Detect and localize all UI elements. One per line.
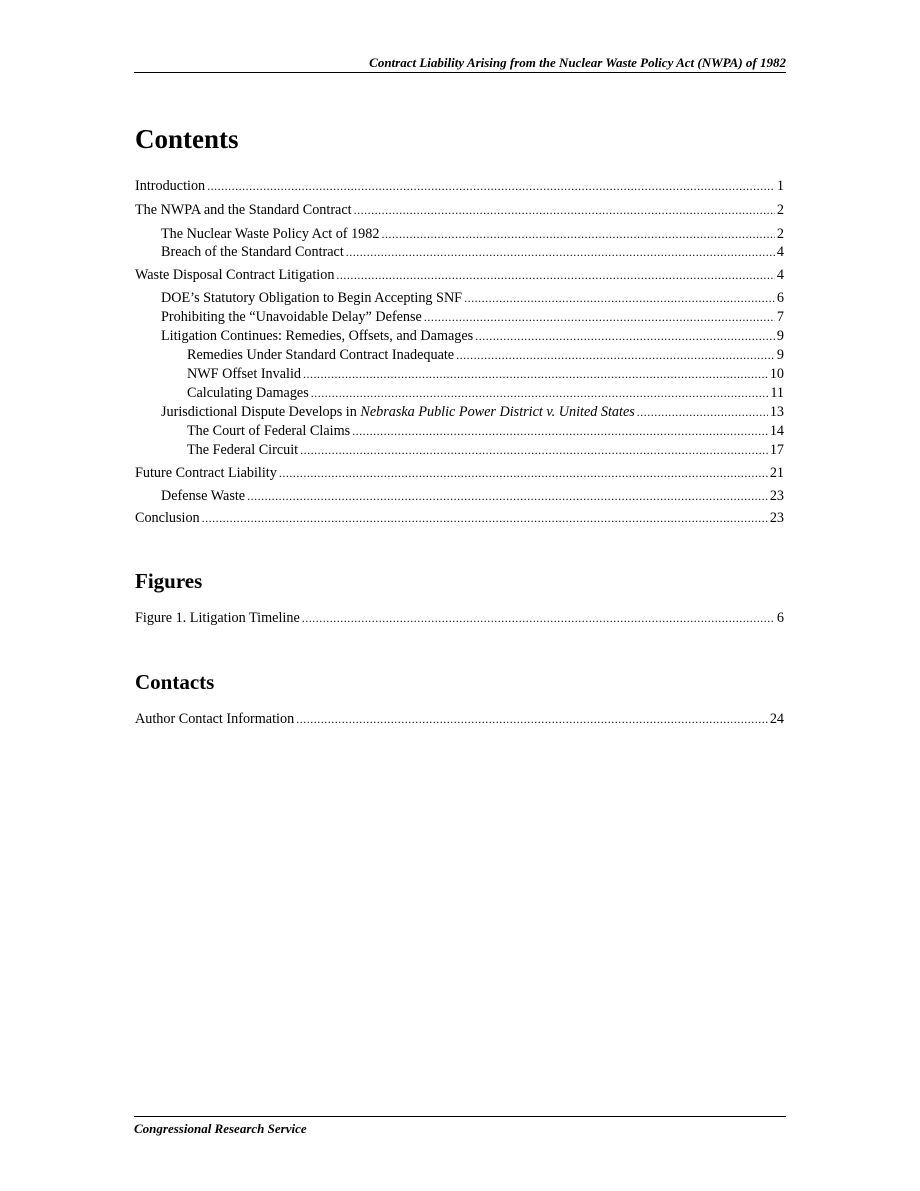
toc-entry-calculating-damages[interactable] [187,384,784,402]
footer-organization: Congressional Research Service [134,1121,307,1136]
running-header-title: Contract Liability Arising from the Nuclear Waste Policy Act (NWPA) of 1982 [369,55,786,70]
figure-entry-litigation-timeline[interactable] [135,609,784,627]
toc-entry-title: Calculating Damages [187,385,309,401]
toc-entry-title-plain: Jurisdictional Dispute Develops in [161,404,361,420]
toc-entry-defense-waste[interactable] [161,487,784,505]
toc-leader-dots [424,308,775,326]
toc-entry-court-federal-claims[interactable] [187,422,784,440]
toc-entry-page: 6 [776,610,784,626]
toc-entry-page: 14 [769,423,784,439]
toc-entry-page: 4 [776,244,784,260]
toc-entry-page: 9 [776,347,784,363]
toc-entry-waste-disposal-litigation[interactable] [135,266,784,284]
toc-entry-title: Author Contact Information [135,711,295,727]
toc-entry-page: 9 [776,328,784,344]
toc-entry-title: DOE’s Statutory Obligation to Begin Accepting SNF [161,290,463,306]
toc-entry-title: Conclusion [135,510,200,526]
toc-entry-page: 2 [776,202,784,218]
toc-entry-nwpa-standard-contract[interactable] [135,201,784,219]
toc-entry-title: The Nuclear Waste Policy Act of 1982 [161,226,380,242]
toc-entry-title [161,403,635,421]
toc-leader-dots [247,487,768,505]
toc-leader-dots [475,327,775,345]
toc-entry-conclusion[interactable] [135,509,784,527]
toc-entry-remedies-inadequate[interactable] [187,346,784,364]
toc-entry-title: The NWPA and the Standard Contract [135,202,352,218]
toc-entry-page: 24 [769,711,784,727]
toc-entry-page: 2 [776,226,784,242]
toc-entry-page: 11 [770,385,784,401]
toc-leader-dots [302,609,775,627]
toc-entry-title: Figure 1. Litigation Timeline [135,610,300,626]
toc-entry-page: 1 [776,178,784,194]
toc-entry-title: Litigation Continues: Remedies, Offsets, and Damages [161,328,474,344]
toc-entry-title: Defense Waste [161,488,246,504]
toc-entry-title: NWF Offset Invalid [187,366,302,382]
toc-entry-unavoidable-delay[interactable] [161,308,784,326]
toc-leader-dots [464,289,775,307]
toc-entry-page: 4 [776,267,784,283]
contents-heading: Contents [135,124,239,154]
toc-leader-dots [303,365,768,383]
toc-entry-future-liability[interactable] [135,464,784,482]
toc-entry-jurisdictional-dispute[interactable] [161,403,784,421]
toc-leader-dots [456,346,775,364]
toc-leader-dots [202,509,768,527]
toc-entry-page: 10 [769,366,784,382]
toc-leader-dots [311,384,769,402]
toc-leader-dots [346,243,775,261]
toc-entry-page: 13 [769,404,784,420]
toc-leader-dots [279,464,768,482]
toc-entry-federal-circuit[interactable] [187,441,784,459]
toc-entry-page: 23 [769,510,784,526]
toc-entry-page: 7 [776,309,784,325]
toc-entry-nwf-offset[interactable] [187,365,784,383]
toc-entry-litigation-continues[interactable] [161,327,784,345]
toc-entry-page: 6 [776,290,784,306]
contact-entry-author-info[interactable] [135,710,784,728]
toc-leader-dots [381,225,774,243]
toc-entry-title: Remedies Under Standard Contract Inadequate [187,347,455,363]
toc-leader-dots [336,266,774,284]
toc-entry-nwpa-1982[interactable] [161,225,784,243]
figures-heading: Figures [135,569,203,593]
toc-leader-dots [354,201,775,219]
toc-entry-title: Prohibiting the “Unavoidable Delay” Defense [161,309,422,325]
toc-entry-title: Waste Disposal Contract Litigation [135,267,335,283]
running-header [134,54,786,73]
toc-entry-breach[interactable] [161,243,784,261]
toc-leader-dots [352,422,768,440]
toc-entry-introduction[interactable] [135,177,784,195]
toc-entry-page: 23 [769,488,784,504]
toc-leader-dots [296,710,768,728]
toc-entry-page: 17 [769,442,784,458]
toc-leader-dots [637,403,768,421]
toc-entry-title: Breach of the Standard Contract [161,244,344,260]
toc-entry-page: 21 [769,465,784,481]
toc-entry-title-case-name: Nebraska Public Power District v. United States [360,404,635,420]
toc-entry-title: The Federal Circuit [187,442,299,458]
toc-entry-title: The Court of Federal Claims [187,423,351,439]
toc-entry-title: Introduction [135,178,206,194]
toc-leader-dots [207,177,775,195]
toc-leader-dots [300,441,768,459]
contacts-heading: Contacts [135,670,215,694]
toc-entry-title: Future Contract Liability [135,465,277,481]
toc-entry-doe-obligation[interactable] [161,289,784,307]
page-footer [134,1116,786,1137]
